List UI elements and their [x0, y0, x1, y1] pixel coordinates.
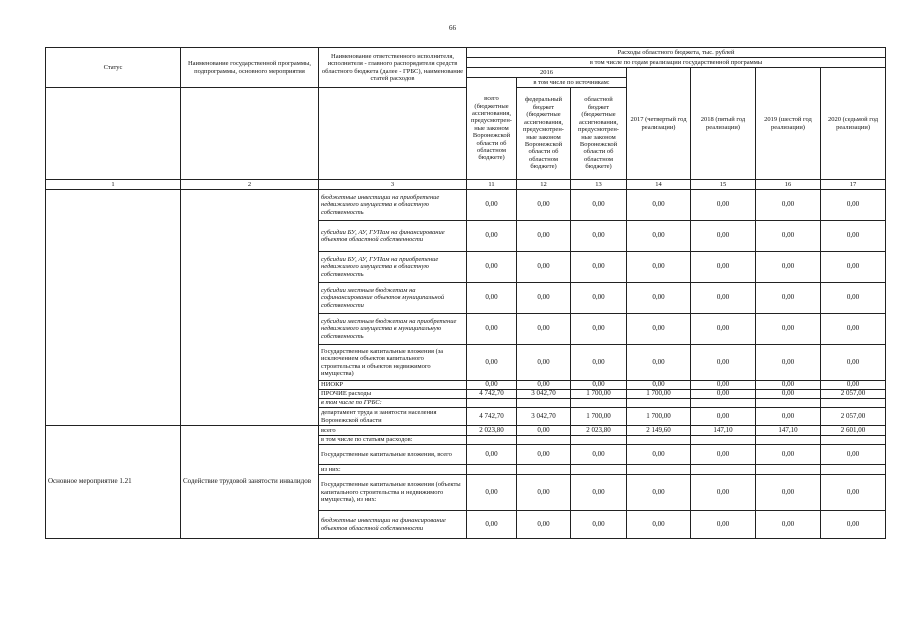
- value-cell: [517, 399, 571, 408]
- value-cell: 0,00: [571, 475, 627, 511]
- value-cell: 1 700,00: [627, 408, 691, 426]
- value-cell: [571, 465, 627, 475]
- value-cell: 0,00: [821, 252, 886, 283]
- value-cell: [821, 465, 886, 475]
- row-label: ПРОЧИЕ расходы: [319, 390, 467, 399]
- value-cell: 0,00: [821, 345, 886, 381]
- table-row: [46, 190, 886, 221]
- value-cell: 0,00: [571, 252, 627, 283]
- value-cell: 0,00: [517, 426, 571, 436]
- header-program: Наименование государственной программы, подпрограммы, основного мероприятия: [181, 48, 319, 88]
- value-cell: 0,00: [467, 252, 517, 283]
- row-label: Государственные капитальные вложения (объекты капитального строительства и недвижимого имущества), из них:: [319, 475, 467, 511]
- header-2020: 2020 (седьмой год реализации): [821, 68, 886, 180]
- value-cell: 0,00: [627, 381, 691, 390]
- header-by-years: в том числе по годам реализации государственной программы: [467, 58, 886, 68]
- value-cell: 0,00: [467, 190, 517, 221]
- row-label: бюджетные инвестиции на приобретение недвижимого имущества в областную собственность: [319, 190, 467, 221]
- header-2017: 2017 (четвертый год реализации): [627, 68, 691, 180]
- value-cell: 0,00: [627, 283, 691, 314]
- value-cell: 0,00: [691, 381, 756, 390]
- budget-table: [45, 47, 886, 539]
- value-cell: 0,00: [517, 252, 571, 283]
- row-label: НИОКР: [319, 381, 467, 390]
- value-cell: [627, 465, 691, 475]
- value-cell: 0,00: [821, 221, 886, 252]
- value-cell: 2 601,00: [821, 426, 886, 436]
- value-cell: 2 149,60: [627, 426, 691, 436]
- value-cell: 0,00: [627, 314, 691, 345]
- value-cell: 0,00: [821, 381, 886, 390]
- value-cell: 0,00: [517, 475, 571, 511]
- value-cell: 0,00: [517, 314, 571, 345]
- value-cell: 0,00: [756, 408, 821, 426]
- value-cell: 3 042,70: [517, 390, 571, 399]
- value-cell: 0,00: [756, 345, 821, 381]
- value-cell: 0,00: [821, 314, 886, 345]
- value-cell: 0,00: [691, 190, 756, 221]
- header-year-2016: 2016: [467, 68, 627, 78]
- value-cell: 0,00: [517, 283, 571, 314]
- row-label: из них:: [319, 465, 467, 475]
- column-number: 16: [756, 180, 821, 190]
- value-cell: 0,00: [691, 314, 756, 345]
- value-cell: 0,00: [571, 283, 627, 314]
- value-cell: [627, 436, 691, 445]
- value-cell: 0,00: [571, 445, 627, 465]
- value-cell: 0,00: [517, 345, 571, 381]
- value-cell: [756, 465, 821, 475]
- value-cell: 0,00: [627, 511, 691, 539]
- value-cell: [756, 399, 821, 408]
- main-event-name: Содействие трудовой занятости инвалидов: [181, 426, 319, 539]
- value-cell: 0,00: [467, 314, 517, 345]
- row-label: Государственные капитальные вложения, всего: [319, 445, 467, 465]
- row-label: субсидии местным бюджетам на приобретение недвижимого имущества в муниципальную собственность: [319, 314, 467, 345]
- value-cell: 147,10: [691, 426, 756, 436]
- value-cell: 0,00: [756, 252, 821, 283]
- value-cell: 0,00: [467, 511, 517, 539]
- value-cell: 0,00: [467, 221, 517, 252]
- value-cell: 0,00: [756, 314, 821, 345]
- value-cell: 0,00: [467, 445, 517, 465]
- value-cell: 0,00: [756, 381, 821, 390]
- value-cell: 0,00: [821, 190, 886, 221]
- row-label: Государственные капитальные вложения (за исключением объектов капитального строительства и объектов недвижимого имущества): [319, 345, 467, 381]
- value-cell: 2 023,80: [571, 426, 627, 436]
- column-number: 13: [571, 180, 627, 190]
- column-number: 12: [517, 180, 571, 190]
- row-label: всего: [319, 426, 467, 436]
- column-number: 1: [46, 180, 181, 190]
- table-body: [46, 48, 886, 539]
- page-number: 66: [449, 24, 456, 32]
- value-cell: [467, 465, 517, 475]
- value-cell: 2 057,00: [821, 390, 886, 399]
- value-cell: 2 057,00: [821, 408, 886, 426]
- value-cell: 4 742,70: [467, 390, 517, 399]
- header-regional: областной бюджет (бюджетные ассигнования, предусмотрен- ные законом Воронежской области об областном бюджете): [571, 88, 627, 180]
- row-label: департамент труда и занятости населения Воронежской области: [319, 408, 467, 426]
- value-cell: 0,00: [571, 190, 627, 221]
- program-cell-empty: [181, 190, 319, 426]
- value-cell: 0,00: [821, 283, 886, 314]
- value-cell: 0,00: [756, 190, 821, 221]
- value-cell: 0,00: [571, 511, 627, 539]
- value-cell: 0,00: [467, 345, 517, 381]
- value-cell: 0,00: [571, 381, 627, 390]
- value-cell: 0,00: [517, 190, 571, 221]
- column-number: 14: [627, 180, 691, 190]
- value-cell: 0,00: [571, 345, 627, 381]
- value-cell: 0,00: [627, 445, 691, 465]
- header-federal: федеральный бюджет (бюджетные ассигнования, предусмотрен- ные законом Воронежской области об областном бюджете): [517, 88, 571, 180]
- value-cell: 0,00: [517, 221, 571, 252]
- value-cell: 0,00: [691, 345, 756, 381]
- value-cell: 0,00: [627, 221, 691, 252]
- header-status-spacer: [46, 88, 181, 180]
- value-cell: 0,00: [627, 190, 691, 221]
- row-label: в том числе по ГРБС:: [319, 399, 467, 408]
- value-cell: [691, 436, 756, 445]
- value-cell: 0,00: [691, 221, 756, 252]
- row-label: субсидии БУ, АУ, ГУПам на приобретение недвижимого имущества в областную собственность: [319, 252, 467, 283]
- value-cell: [691, 399, 756, 408]
- value-cell: 0,00: [756, 445, 821, 465]
- column-number: 11: [467, 180, 517, 190]
- value-cell: 0,00: [571, 314, 627, 345]
- value-cell: [821, 399, 886, 408]
- value-cell: 0,00: [517, 511, 571, 539]
- value-cell: 4 742,70: [467, 408, 517, 426]
- column-number: 15: [691, 180, 756, 190]
- value-cell: 0,00: [467, 283, 517, 314]
- value-cell: 0,00: [517, 445, 571, 465]
- value-cell: [627, 399, 691, 408]
- value-cell: 0,00: [517, 381, 571, 390]
- value-cell: 0,00: [756, 475, 821, 511]
- row-label: субсидии БУ, АУ, ГУПам на финансирование объектов областной собственности: [319, 221, 467, 252]
- value-cell: 0,00: [691, 408, 756, 426]
- header-2019: 2019 (шестой год реализации): [756, 68, 821, 180]
- value-cell: [571, 436, 627, 445]
- header-executor: Наименование ответственного исполнителя, исполнителя - главного распорядителя средств областного бюджета (далее - ГРБС), наименование статей расходов: [319, 48, 467, 88]
- value-cell: [691, 465, 756, 475]
- value-cell: 0,00: [691, 390, 756, 399]
- value-cell: 1 700,00: [571, 408, 627, 426]
- value-cell: 0,00: [691, 283, 756, 314]
- value-cell: 0,00: [756, 511, 821, 539]
- column-number: 3: [319, 180, 467, 190]
- column-numbers-row: [46, 180, 886, 190]
- value-cell: [517, 465, 571, 475]
- value-cell: [517, 436, 571, 445]
- value-cell: 0,00: [627, 345, 691, 381]
- value-cell: 0,00: [467, 381, 517, 390]
- value-cell: 0,00: [627, 252, 691, 283]
- main-event-status: Основное мероприятие 1.21: [46, 426, 181, 539]
- value-cell: 0,00: [821, 475, 886, 511]
- row-label: бюджетные инвестиции на финансирование объектов областной собственности: [319, 511, 467, 539]
- value-cell: [571, 399, 627, 408]
- header-status: Статус: [46, 48, 181, 88]
- value-cell: 0,00: [821, 445, 886, 465]
- value-cell: 0,00: [756, 390, 821, 399]
- status-cell-empty: [46, 190, 181, 426]
- row-label: в том числе по статьям расходов:: [319, 436, 467, 445]
- value-cell: 0,00: [691, 445, 756, 465]
- value-cell: 3 042,70: [517, 408, 571, 426]
- row-label: субсидии местным бюджетам на софинансирование объектов муниципальной собственности: [319, 283, 467, 314]
- value-cell: [467, 436, 517, 445]
- value-cell: 0,00: [691, 252, 756, 283]
- value-cell: 0,00: [571, 221, 627, 252]
- header-executor-spacer: [319, 88, 467, 180]
- header-total: всего (бюджетные ассигнования, предусмотрен- ные законом Воронежской области об областном бюджете): [467, 78, 517, 180]
- header-sources: в том числе по источникам:: [517, 78, 627, 88]
- header-program-spacer: [181, 88, 319, 180]
- value-cell: 1 700,00: [571, 390, 627, 399]
- value-cell: 0,00: [691, 475, 756, 511]
- value-cell: 0,00: [756, 221, 821, 252]
- value-cell: 0,00: [627, 475, 691, 511]
- value-cell: 2 023,80: [467, 426, 517, 436]
- table-row: [46, 426, 886, 436]
- column-number: 2: [181, 180, 319, 190]
- column-number: 17: [821, 180, 886, 190]
- value-cell: [756, 436, 821, 445]
- header-expenses-title: Расходы областного бюджета, тыс. рублей: [467, 48, 886, 58]
- header-2018: 2018 (пятый год реализации): [691, 68, 756, 180]
- value-cell: 0,00: [467, 475, 517, 511]
- value-cell: [821, 436, 886, 445]
- value-cell: 0,00: [691, 511, 756, 539]
- value-cell: 1 700,00: [627, 390, 691, 399]
- value-cell: [467, 399, 517, 408]
- value-cell: 147,10: [756, 426, 821, 436]
- value-cell: 0,00: [821, 511, 886, 539]
- value-cell: 0,00: [756, 283, 821, 314]
